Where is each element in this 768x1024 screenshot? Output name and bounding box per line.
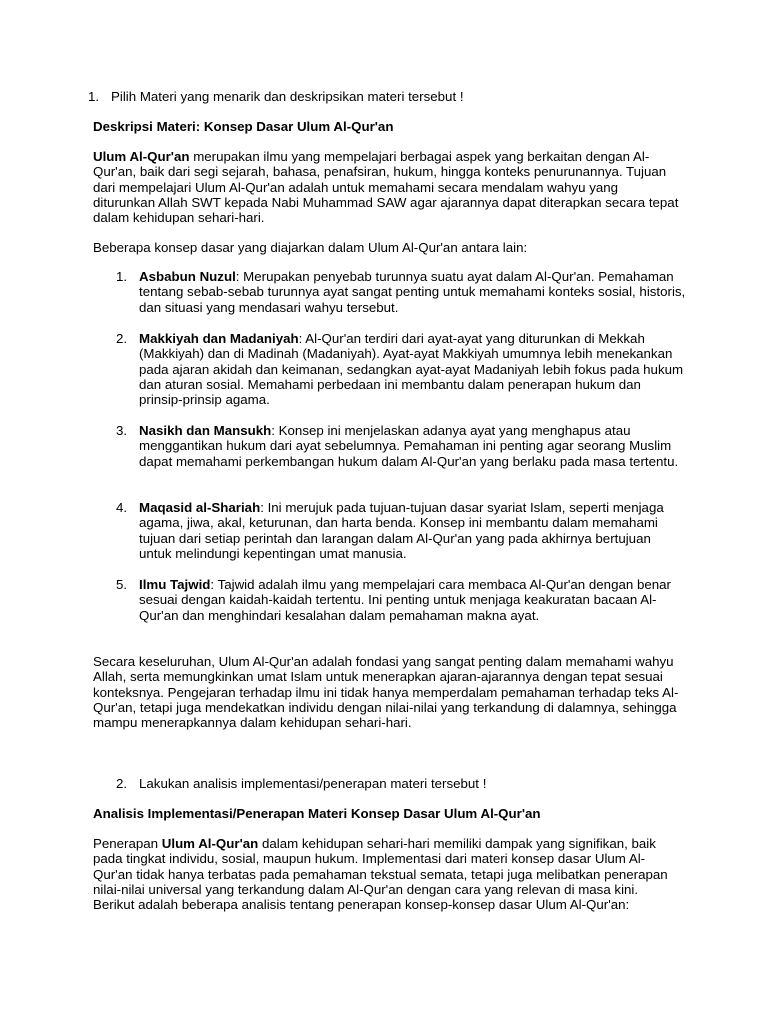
- analysis-text: dalam kehidupan sehari-hari memiliki dampak yang signifikan, baik pada tingkat individu, sosial, maupun hukum. Implementasi dari materi konsep dasar Ulum Al-Qur'an tidak hanya terbatas pada pemahaman tekstual semata, tetapi juga melibatkan penerapan nilai-nilai universal yang terkandung dalam Al-Qur'an dengan cara yang relevan di masa kini. Berikut adalah beberapa analisis tentang penerapan konsep-konsep dasar Ulum Al-Qur'an:: [93, 836, 668, 913]
- concept-5-number: 5.: [116, 577, 128, 592]
- intro-paragraph: [93, 149, 683, 225]
- heading-analisis: [93, 806, 683, 821]
- concept-5-text: : Tajwid adalah ilmu yang mempelajari cara membaca Al-Qur'an dengan benar sesuai dengan kaidah-kaidah tertentu. Ini penting untuk menjaga keakuratan bacaan Al-Qur'an dan menghindari kesalahan dalam pemahaman makna ayat.: [139, 577, 671, 623]
- concept-2: [139, 331, 687, 407]
- concept-1-text: : Merupakan penyebab turunnya suatu ayat dalam Al-Qur'an. Pemahaman tentang sebab-sebab turunnya ayat sangat penting untuk memahami konteks sosial, historis, dan situasi yang mendasari wahyu tersebut.: [139, 269, 686, 315]
- question-1-text: Pilih Materi yang menarik dan deskripsikan materi tersebut !: [111, 89, 464, 104]
- question-2-number: 2.: [116, 776, 128, 791]
- analysis-term: Ulum Al-Qur'an: [161, 836, 259, 851]
- concept-4: [139, 500, 687, 561]
- question-2-text: Lakukan analisis implementasi/penerapan materi tersebut !: [139, 776, 487, 791]
- concept-1-term: Asbabun Nuzul: [139, 269, 236, 284]
- concept-1-number: 1.: [116, 269, 128, 284]
- heading-deskripsi: [93, 119, 683, 134]
- concept-2-number: 2.: [116, 331, 128, 346]
- concept-2-text: : Al-Qur'an terdiri dari ayat-ayat yang diturunkan di Mekkah (Makkiyah) dan di Madinah (Madaniyah). Ayat-ayat Makkiyah umumnya lebih menekankan pada ajaran akidah dan keimanan, sedangkan ayat-ayat Madaniyah lebih fokus pada hukum dan aturan sosial. Memahami perbedaan ini membantu dalam penerapan hukum dan prinsip-prinsip agama.: [139, 331, 684, 408]
- concept-5-term: Ilmu Tajwid: [139, 577, 211, 592]
- concept-3-term: Nasikh dan Mansukh: [139, 423, 272, 438]
- concept-2-term: Makkiyah dan Madaniyah: [139, 331, 299, 346]
- heading-analisis-text: Analisis Implementasi/Penerapan Materi Konsep Dasar Ulum Al-Qur'an: [93, 806, 541, 821]
- concept-4-text: : Ini merujuk pada tujuan-tujuan dasar syariat Islam, seperti menjaga agama, jiwa, akal, keturunan, dan harta benda. Konsep ini membantu dalam memahami tujuan dari setiap perintah dan larangan dalam Al-Qur'an yang pada akhirnya bertujuan untuk melindungi kepentingan umat manusia.: [139, 500, 664, 561]
- intro-text: merupakan ilmu yang mempelajari berbagai aspek yang berkaitan dengan Al-Qur'an, baik dari segi sejarah, bahasa, penafsiran, hukum, hingga konteks penurunannya. Tujuan dari mempelajari Ulum Al-Qur'an adalah untuk memahami secara mendalam wahyu yang diturunkan Allah SWT kepada Nabi Muhammad SAW agar ajarannya dapat diterapkan secara tepat dalam kehidupan sehari-hari.: [93, 149, 679, 226]
- concept-4-number: 4.: [116, 500, 128, 515]
- intro-term: Ulum Al-Qur'an: [93, 149, 190, 164]
- concept-5: [139, 577, 687, 623]
- conclusion-paragraph: Secara keseluruhan, Ulum Al-Qur'an adalah fondasi yang sangat penting dalam memahami wahyu Allah, serta memungkinkan umat Islam untuk menerapkan ajaran-ajarannya dengan tepat sesuai konteksnya. Pengejaran terhadap ilmu ini tidak hanya memperdalam pemahaman terhadap teks Al-Qur'an, tetapi juga mendekatkan individu dengan nilai-nilai yang terkandung di dalamnya, sehingga mampu menerapkannya dalam kehidupan sehari-hari.: [93, 654, 679, 731]
- concept-3-text: : Konsep ini menjelaskan adanya ayat yang menghapus atau menggantikan hukum dari ayat sebelumnya. Pemahaman ini penting agar seorang Muslim dapat memahami perkembangan hukum dalam Al-Qur'an yang berlaku pada masa tertentu.: [139, 423, 679, 469]
- heading-deskripsi-text: Deskripsi Materi: Konsep Dasar Ulum Al-Qur'an: [93, 119, 394, 134]
- analysis-paragraph: [93, 836, 683, 912]
- concept-3-number: 3.: [116, 423, 128, 438]
- concept-1: [139, 269, 687, 315]
- analysis-pre: Penerapan: [93, 836, 162, 851]
- concept-4-term: Maqasid al-Shariah: [139, 500, 261, 515]
- question-1-number: 1.: [88, 89, 100, 104]
- lead-paragraph: Beberapa konsep dasar yang diajarkan dalam Ulum Al-Qur'an antara lain:: [93, 240, 528, 255]
- concept-3: [139, 423, 687, 469]
